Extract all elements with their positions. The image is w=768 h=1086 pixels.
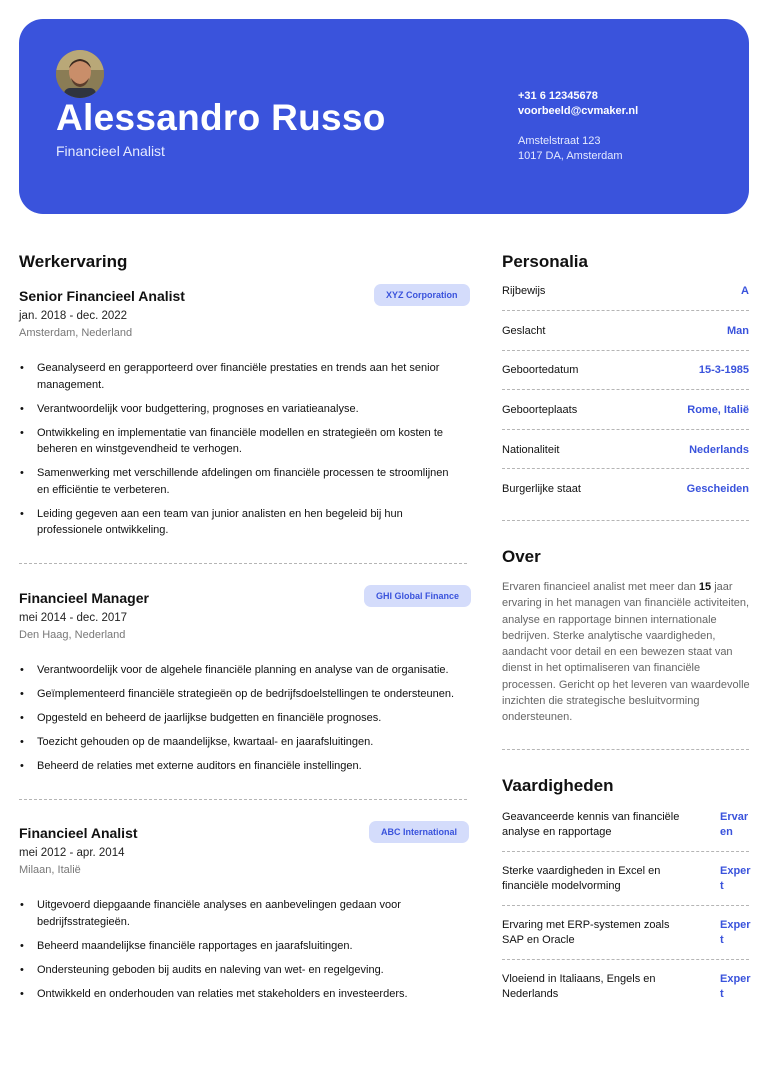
about-text-start: Ervaren financieel analist met meer dan: [502, 581, 699, 593]
skill-name: Sterke vaardigheden in Excel en financiële modelvorming: [502, 865, 661, 892]
about-text: [502, 579, 752, 726]
bullet-item: • Beheerd de relaties met externe auditors en financiële instellingen.: [19, 758, 459, 775]
job-title: Financieel Manager: [19, 590, 149, 606]
phone-number[interactable]: +31 6 12345678: [518, 90, 598, 102]
bullet-item: • Ontwikkeld en onderhouden van relaties met stakeholders en investeerders.: [19, 986, 459, 1003]
job-dates: mei 2012 - apr. 2014: [19, 847, 125, 859]
divider: [502, 905, 749, 906]
job-title: Senior Financieel Analist: [19, 288, 185, 304]
address: [518, 134, 638, 164]
bullet-item: • Samenwerking met verschillende afdelingen om financiële processen te stroomlijnen en efficiëntie te verbeteren.: [19, 465, 459, 498]
bullet-item: • Ondersteuning geboden bij audits en naleving van wet- en regelgeving.: [19, 962, 459, 979]
candidate-role: Financieel Analist: [56, 143, 165, 159]
skill-name: Vloeiend in Italiaans, Engels en Nederlands: [502, 973, 656, 1000]
personal-label: Geboortedatum: [502, 364, 579, 376]
avatar: [56, 50, 104, 98]
bullet-item: • Geanalyseerd en gerapporteerd over financiële prestaties en trends aan het senior management.: [19, 360, 459, 393]
bullet-item: • Toezicht gehouden op de maandelijkse, kwartaal- en jaarafsluitingen.: [19, 734, 459, 751]
personal-label: Burgerlijke staat: [502, 483, 581, 495]
company-badge: GHI Global Finance: [364, 585, 471, 607]
divider: [502, 389, 749, 390]
divider: [502, 749, 749, 750]
personal-heading: Personalia: [502, 252, 588, 271]
personal-label: Geslacht: [502, 325, 546, 337]
job-location: Den Haag, Nederland: [19, 629, 126, 641]
header-banner: [19, 19, 749, 214]
bullet-item: • Ontwikkeling en implementatie van financiële modellen en strategieën om kosten te beheren en winstgevendheid te verhogen.: [19, 425, 459, 458]
bullet-item: • Uitgevoerd diepgaande financiële analyses en aanbevelingen gedaan voor bedrijfsstrategieën.: [19, 897, 459, 930]
address-line-1: Amstelstraat 123: [518, 135, 601, 147]
divider: [502, 429, 749, 430]
bullet-item: • Verantwoordelijk voor de algehele financiële planning en analyse van de organisatie.: [19, 662, 459, 679]
divider: [502, 851, 749, 852]
contact-block: [518, 89, 638, 164]
bullet-item: • Opgesteld en beheerd de jaarlijkse budgetten en financiële prognoses.: [19, 710, 459, 727]
divider: [502, 520, 749, 521]
job-dates: mei 2014 - dec. 2017: [19, 612, 128, 624]
personal-value: Nederlands: [689, 444, 749, 456]
skills-heading: Vaardigheden: [502, 776, 614, 795]
personal-label: Nationaliteit: [502, 444, 560, 456]
personal-value: Gescheiden: [686, 483, 749, 495]
skill-level: Expert: [720, 973, 751, 1000]
job-bullets: [19, 662, 459, 782]
skill-name: Ervaring met ERP-systemen zoals SAP en Oracle: [502, 919, 670, 946]
divider: [502, 350, 749, 351]
personal-value: A: [741, 285, 749, 297]
candidate-name: Alessandro Russo: [56, 97, 386, 138]
divider: [502, 959, 749, 960]
avatar-photo: [56, 50, 104, 98]
personal-label: Rijbewijs: [502, 285, 546, 297]
job-dates: jan. 2018 - dec. 2022: [19, 310, 128, 322]
personal-value: Man: [727, 325, 749, 337]
personal-label: Geboorteplaats: [502, 404, 578, 416]
address-line-2: 1017 DA, Amsterdam: [518, 150, 623, 162]
bullet-item: • Verantwoordelijk voor budgettering, prognoses en variatieanalyse.: [19, 401, 459, 418]
about-heading: Over: [502, 547, 541, 566]
skill-level: Expert: [720, 865, 751, 892]
skill-level: Ervaren: [720, 811, 749, 838]
skill-level: Expert: [720, 919, 751, 946]
bullet-item: • Leiding gegeven aan een team van junior analisten en hen begeleid bij hun professionele ontwikkeling.: [19, 506, 459, 539]
about-years: 15: [698, 581, 712, 593]
job-title: Financieel Analist: [19, 825, 138, 841]
job-location: Amsterdam, Nederland: [19, 327, 133, 339]
divider: [19, 799, 467, 800]
divider: [502, 468, 749, 469]
job-bullets: [19, 360, 459, 546]
personal-value: 15-3-1985: [698, 364, 749, 376]
job-bullets: [19, 897, 459, 1010]
company-badge: ABC International: [369, 821, 469, 843]
bullet-item: • Beheerd maandelijkse financiële rapportages en jaarafsluitingen.: [19, 938, 459, 955]
email-address[interactable]: voorbeeld@cvmaker.nl: [518, 105, 639, 117]
divider: [502, 310, 749, 311]
experience-heading: Werkervaring: [19, 252, 128, 271]
bullet-item: • Geïmplementeerd financiële strategieën op de bedrijfsdoelstellingen te ondersteunen.: [19, 686, 459, 703]
company-badge: XYZ Corporation: [374, 284, 470, 306]
about-text-end: jaar ervaring in het managen van financiële activiteiten, analyse en rapportage binnen internationale bedrijven. Sterke analytische vaardigheden, aandacht voor detail en een bewezen staat van dienst in het optimaliseren van financiële processen. Gericht op het leveren van waardevolle inzichten die strategische besluitvorming ondersteunen.: [502, 581, 750, 724]
job-location: Milaan, Italië: [19, 864, 81, 876]
divider: [19, 563, 467, 564]
skill-name: Geavanceerde kennis van financiële analyse en rapportage: [502, 811, 680, 838]
personal-value: Rome, Italië: [687, 404, 749, 416]
